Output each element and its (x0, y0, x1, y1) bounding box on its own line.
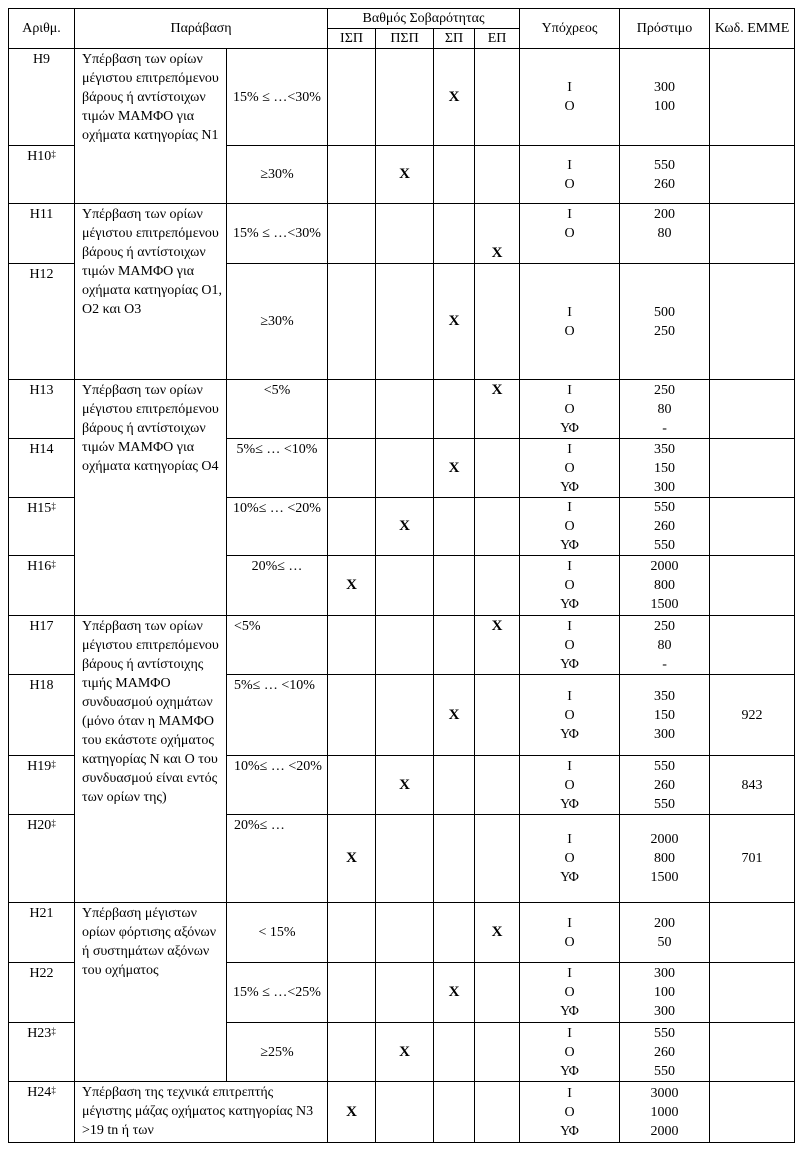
range-cell: 20%≤ … (227, 815, 328, 903)
table-row (9, 49, 795, 146)
severity-mark: X (376, 146, 434, 204)
severity-mark: X (434, 963, 475, 1023)
header-obliged: Υπόχρεος (520, 9, 620, 49)
range-cell: 15% ≤ …<25% (227, 963, 328, 1023)
emme-cell: 922 (710, 675, 795, 756)
header-severity-sp: ΣΠ (434, 29, 475, 49)
fine-cell: 2000 800 1500 (620, 556, 710, 616)
emme-cell (710, 380, 795, 439)
severity-mark: X (376, 498, 434, 556)
violations-table (8, 8, 795, 1143)
emme-cell (710, 1023, 795, 1082)
row-number: H17 (9, 616, 75, 675)
range-cell: < 15% (227, 903, 328, 963)
obliged-cell: Ι Ο ΥΦ (520, 1082, 620, 1143)
violation-description: Υπέρβαση των ορίων μέγιστου επιτρεπόμενου βάρους ή αντίστοιχων τιμών ΜΑΜΦΟ για οχήματα κατηγορίας Ο4 (75, 380, 227, 616)
row-number: H9 (9, 49, 75, 146)
header-severity-psp: ΠΣΠ (376, 29, 434, 49)
fine-cell: 550 260 550 (620, 498, 710, 556)
fine-cell: 200 80 (620, 204, 710, 264)
dagger-mark: ‡ (51, 1085, 56, 1095)
severity-mark: X (475, 380, 520, 439)
fine-cell: 500 250 (620, 264, 710, 380)
fine-cell: 250 80 - (620, 616, 710, 675)
severity-mark: X (475, 616, 520, 675)
fine-cell: 250 80 - (620, 380, 710, 439)
fine-cell: 350 150 300 (620, 675, 710, 756)
row-number: H23‡ (9, 1023, 75, 1082)
range-cell: 15% ≤ …<30% (227, 204, 328, 264)
header-fine: Πρόστιμο (620, 9, 710, 49)
severity-mark: X (434, 439, 475, 498)
row-number: H11 (9, 204, 75, 264)
header-num: Αριθμ. (9, 9, 75, 49)
range-cell: ≥25% (227, 1023, 328, 1082)
severity-mark: X (434, 264, 475, 380)
dagger-mark: ‡ (51, 759, 56, 769)
severity-mark: X (328, 556, 376, 616)
row-number: H18 (9, 675, 75, 756)
fine-cell: 2000 800 1500 (620, 815, 710, 903)
emme-cell (710, 903, 795, 963)
row-number: H20‡ (9, 815, 75, 903)
severity-mark: X (328, 1082, 376, 1143)
table-row (9, 903, 795, 963)
row-number: H21 (9, 903, 75, 963)
fine-cell: 350 150 300 (620, 439, 710, 498)
range-cell: 10%≤ … <20% (227, 498, 328, 556)
fine-cell: 550 260 (620, 146, 710, 204)
emme-cell (710, 1082, 795, 1143)
obliged-cell: Ι Ο ΥΦ (520, 498, 620, 556)
violation-description: Υπέρβαση των ορίων μέγιστου επιτρεπόμενου βάρους ή αντίστοιχων τιμών ΜΑΜΦΟ για οχήματα κατηγορίας Ν1 (75, 49, 227, 204)
violation-description: Υπέρβαση των ορίων μέγιστου επιτρεπόμενου βάρους ή αντίστοιχων τιμών ΜΑΜΦΟ για οχήματα κατηγορίας Ο1, Ο2 και Ο3 (75, 204, 227, 380)
violation-description: Υπέρβαση της τεχνικά επιτρεπτής μέγιστης μάζας οχήματος κατηγορίας Ν3 >19 tn ή των (75, 1082, 328, 1143)
fine-cell: 300 100 300 (620, 963, 710, 1023)
row-number: H24‡ (9, 1082, 75, 1143)
severity-mark: X (376, 756, 434, 815)
obliged-cell: Ι Ο ΥΦ (520, 756, 620, 815)
obliged-cell: Ι Ο (520, 49, 620, 146)
obliged-cell: Ι Ο ΥΦ (520, 556, 620, 616)
row-number: H22 (9, 963, 75, 1023)
row-number: H19‡ (9, 756, 75, 815)
emme-cell: 701 (710, 815, 795, 903)
table-row (9, 204, 795, 264)
severity-mark: X (475, 204, 520, 264)
row-number: H16‡ (9, 556, 75, 616)
row-number: H12 (9, 264, 75, 380)
obliged-cell: Ι Ο ΥΦ (520, 675, 620, 756)
fine-cell: 200 50 (620, 903, 710, 963)
header-emme-code: Κωδ. ΕΜΜΕ (710, 9, 795, 49)
emme-cell (710, 439, 795, 498)
emme-cell (710, 498, 795, 556)
emme-cell: 843 (710, 756, 795, 815)
range-cell: 5%≤ … <10% (227, 439, 328, 498)
fine-cell: 3000 1000 2000 (620, 1082, 710, 1143)
row-number: H13 (9, 380, 75, 439)
table-row (9, 1082, 795, 1143)
obliged-cell: Ι Ο (520, 264, 620, 380)
range-cell: ≥30% (227, 264, 328, 380)
emme-cell (710, 146, 795, 204)
header-violation: Παράβαση (75, 9, 328, 49)
range-cell: 15% ≤ …<30% (227, 49, 328, 146)
range-cell: <5% (227, 616, 328, 675)
severity-mark: X (328, 815, 376, 903)
obliged-cell: Ι Ο ΥΦ (520, 616, 620, 675)
range-cell: <5% (227, 380, 328, 439)
obliged-cell: Ι Ο (520, 146, 620, 204)
row-number: H14 (9, 439, 75, 498)
dagger-mark: ‡ (51, 818, 56, 828)
row-number: H10‡ (9, 146, 75, 204)
fine-cell: 300 100 (620, 49, 710, 146)
obliged-cell: Ι Ο ΥΦ (520, 1023, 620, 1082)
fine-cell: 550 260 550 (620, 756, 710, 815)
header-severity-isp: ΙΣΠ (328, 29, 376, 49)
fine-cell: 550 260 550 (620, 1023, 710, 1082)
emme-cell (710, 204, 795, 264)
severity-mark: X (376, 1023, 434, 1082)
violation-description: Υπέρβαση μέγιστων ορίων φόρτισης αξόνων ή συστημάτων αξόνων του οχήματος (75, 903, 227, 1082)
header-severity-ep: ΕΠ (475, 29, 520, 49)
emme-cell (710, 616, 795, 675)
table-row (9, 380, 795, 439)
dagger-mark: ‡ (51, 1026, 56, 1036)
row-number: H15‡ (9, 498, 75, 556)
dagger-mark: ‡ (51, 149, 56, 159)
obliged-cell: Ι Ο (520, 204, 620, 264)
table-row (9, 616, 795, 675)
severity-mark: X (434, 675, 475, 756)
range-cell: 5%≤ … <10% (227, 675, 328, 756)
header-severity: Βαθμός Σοβαρότητας (328, 9, 520, 29)
range-cell: 20%≤ … (227, 556, 328, 616)
emme-cell (710, 264, 795, 380)
dagger-mark: ‡ (51, 559, 56, 569)
obliged-cell: Ι Ο ΥΦ (520, 439, 620, 498)
range-cell: ≥30% (227, 146, 328, 204)
violation-description: Υπέρβαση των ορίων μέγιστου επιτρεπόμενου βάρους ή αντίστοιχης τιμής ΜΑΜΦΟ συνδυασμού οχημάτων (μόνο όταν η ΜΑΜΦΟ του εκάστοτε οχήματος κατηγορίας Ν και Ο του συνδυασμού είναι εντός των ορίων της) (75, 616, 227, 903)
emme-cell (710, 963, 795, 1023)
dagger-mark: ‡ (51, 501, 56, 511)
obliged-cell: Ι Ο ΥΦ (520, 815, 620, 903)
obliged-cell: Ι Ο (520, 903, 620, 963)
obliged-cell: Ι Ο ΥΦ (520, 963, 620, 1023)
range-cell: 10%≤ … <20% (227, 756, 328, 815)
severity-mark: X (434, 49, 475, 146)
emme-cell (710, 556, 795, 616)
severity-mark: X (475, 903, 520, 963)
obliged-cell: Ι Ο ΥΦ (520, 380, 620, 439)
emme-cell (710, 49, 795, 146)
